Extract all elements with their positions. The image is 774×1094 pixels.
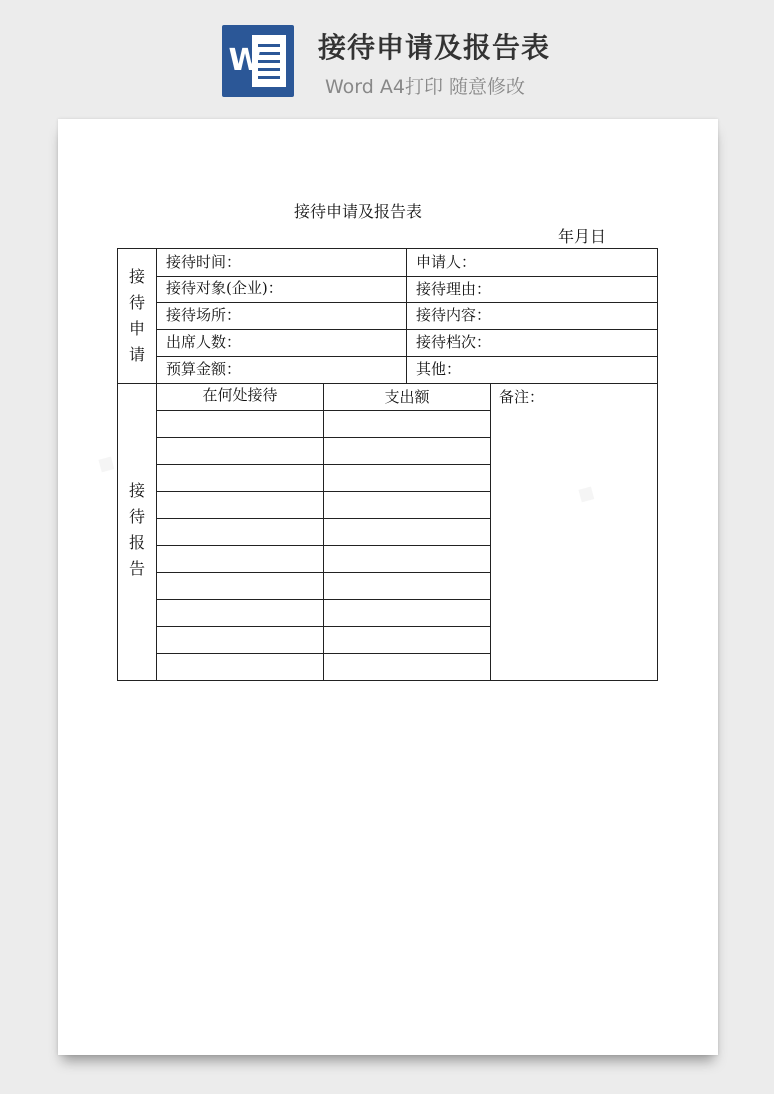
document-date: 年月日 — [558, 227, 607, 246]
field-reception-target: 接待对象(企业)： — [166, 279, 283, 297]
word-icon-letter: W — [228, 43, 262, 78]
application-section-label: 接 待 申 请 — [128, 267, 145, 364]
field-reception-content: 接待内容： — [416, 306, 492, 324]
field-reception-reason: 接待理由： — [416, 280, 492, 298]
document-page — [58, 119, 718, 1055]
field-other: 其他： — [416, 360, 462, 378]
column-header-location: 在何处接待 — [202, 386, 278, 404]
field-applicant: 申请人： — [416, 253, 477, 271]
header-title: 接待申请及报告表 — [318, 31, 551, 64]
field-reception-venue: 接待场所： — [166, 306, 242, 324]
field-budget-amount: 预算金额： — [166, 360, 242, 378]
column-header-expense: 支出额 — [384, 388, 430, 406]
header-subtitle: Word A4打印 随意修改 — [325, 76, 526, 98]
field-reception-time: 接待时间： — [166, 253, 242, 271]
field-reception-grade: 接待档次： — [416, 333, 492, 351]
report-section-label: 接 待 报 告 — [128, 481, 145, 578]
document-title: 接待申请及报告表 — [293, 202, 422, 221]
word-icon — [222, 25, 294, 97]
header — [0, 0, 774, 110]
field-remarks: 备注： — [499, 388, 545, 406]
watermark — [572, 476, 602, 509]
field-attendee-count: 出席人数： — [166, 333, 242, 351]
